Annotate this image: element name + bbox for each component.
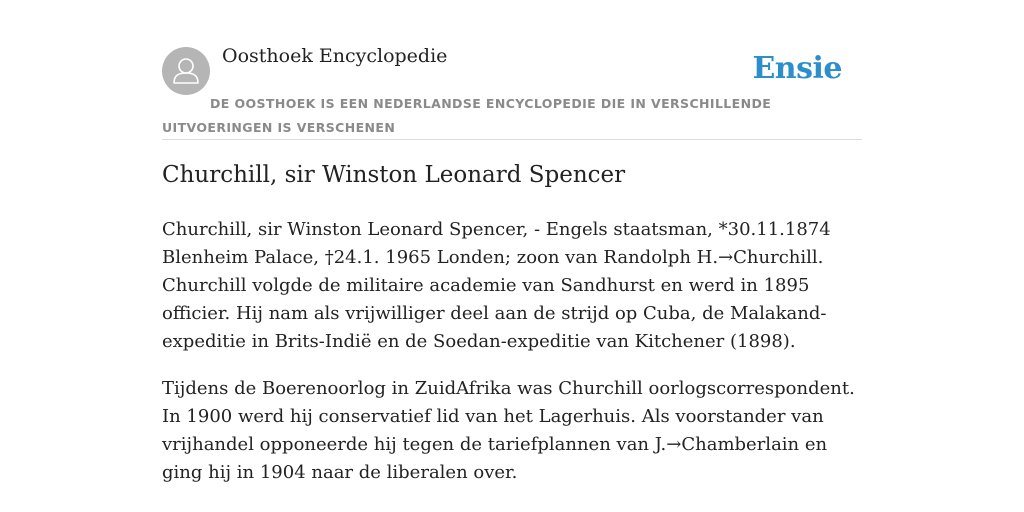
header-divider: [162, 139, 862, 140]
article-body: [162, 216, 862, 506]
article-title: Churchill, sir Winston Leonard Spencer: [162, 162, 626, 188]
article-paragraph: Churchill, sir Winston Leonard Spencer, - Engels staatsman, *30.11.1874 Blenheim Palace, †24.1. 1965 Londen; zoon van Randolph H.→Churchill. Churchill volgde de militaire academie van Sandhurst en werd in 1895 officier. Hij nam als vrijwilliger deel aan de strijd op Cuba, de Malakand-expeditie in Brits-Indië en de Soedan-expeditie van Kitchener (1898).: [162, 219, 831, 352]
brand-logo[interactable]: Ensie: [752, 51, 842, 86]
article-paragraph: Tijdens de Boerenoorlog in ZuidAfrika was Churchill oorlogscorrespondent. In 1900 werd hij conservatief lid van het Lagerhuis. Als voorstander van vrijhandel opponeerde hij tegen de tariefplannen van J.→Chamberlain en ging hij in 1904 naar de liberalen over.: [162, 378, 855, 483]
user-icon[interactable]: [162, 47, 210, 95]
source-tagline: DE OOSTHOEK IS EEN NEDERLANDSE ENCYCLOPEDIE DIE IN VERSCHILLENDE UITVOERINGEN IS VERSCHENEN: [162, 96, 772, 135]
source-name[interactable]: Oosthoek Encyclopedie: [222, 45, 448, 67]
